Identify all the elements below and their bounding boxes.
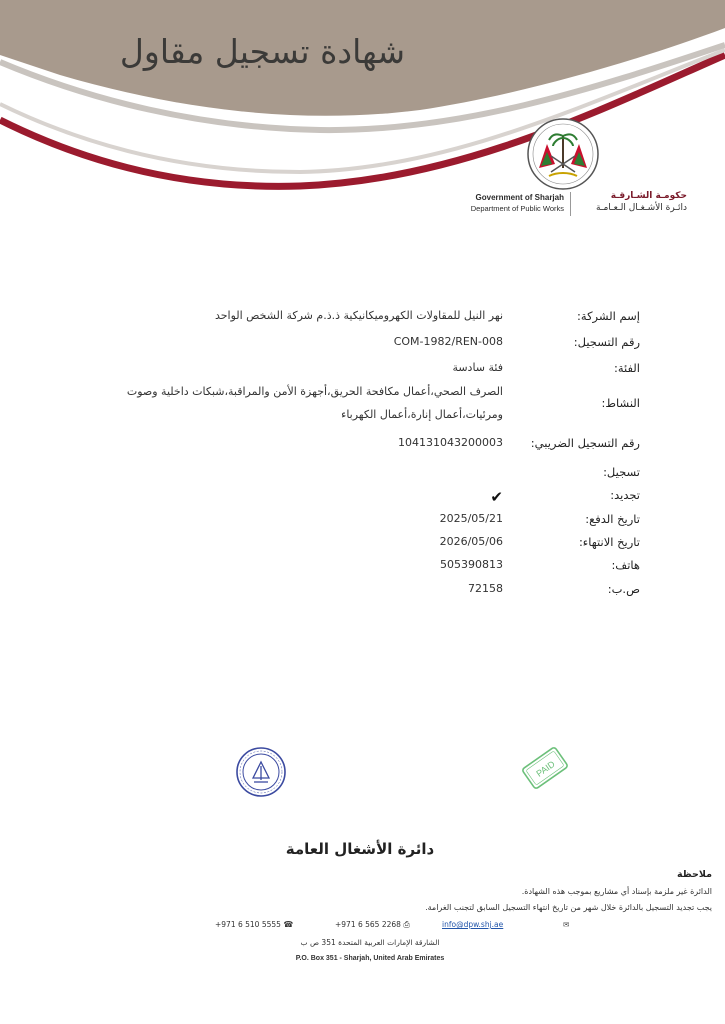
company-value: نهر النيل للمقاولات الكهروميكانيكية ذ.ذ.م شركة الشخص الواحد	[214, 309, 503, 322]
contact-phone-2	[335, 920, 413, 930]
renewal-row	[0, 488, 725, 510]
payment-date-value: 2025/05/21	[439, 512, 503, 525]
government-name-ar	[577, 190, 687, 214]
contact-phone-1	[215, 920, 293, 929]
expiry-date-value: 2026/05/06	[439, 535, 503, 548]
registration-label: تسجيل:	[603, 465, 640, 479]
email-link[interactable]: info@dpw.shj.ae	[442, 920, 504, 929]
activity-value: الصرف الصحي،أعمال مكافحة الحريق،أجهزة الأمن والمراقبة،شبكات داخلية وصوت ومرئيات،أعمال إنارة،أعمال الكهرباء	[126, 385, 503, 421]
mail-icon: ✉	[563, 920, 570, 929]
phone-2-text: +971 6 565 2268	[335, 920, 401, 929]
header-wave	[0, 0, 725, 200]
company-row	[0, 309, 725, 331]
address-ar: الشارقة الإمارات العربية المتحدة 351 ص ب	[300, 938, 440, 947]
expiry-date-row	[0, 535, 725, 557]
address-en: P.O. Box 351 - Sharjah, United Arab Emirates	[295, 955, 445, 962]
sharjah-emblem-icon	[525, 116, 601, 192]
registration-number-row	[0, 335, 725, 357]
pobox-value: 72158	[468, 582, 503, 595]
logo-divider	[570, 192, 571, 216]
department-seal-icon	[235, 746, 287, 798]
category-value: فئة سادسة	[452, 361, 503, 374]
phone-row	[0, 558, 725, 580]
paid-stamp-text: PAID	[534, 758, 557, 779]
payment-date-label: تاريخ الدفع:	[585, 512, 640, 526]
pobox-label: ص.ب:	[607, 582, 640, 596]
note-line-2: يجب تجديد التسجيل بالدائرة خلال شهر من تاريخ انتهاء التسجيل السابق لتجنب الغرامة.	[425, 903, 712, 912]
tax-registration-label: رقم التسجيل الضريبي:	[530, 436, 640, 450]
activity-label: النشاط:	[601, 396, 640, 410]
phone-label: هاتف:	[611, 558, 640, 572]
registration-number-value: COM-1982/REN-008	[393, 335, 503, 348]
registration-row	[0, 465, 725, 487]
category-label: الفئة:	[613, 361, 640, 375]
government-name-en	[442, 192, 564, 214]
phone-icon: ☎	[283, 920, 294, 929]
government-title-en: Government of Sharjah	[475, 193, 564, 202]
notes-section	[192, 866, 712, 916]
tax-registration-row	[0, 436, 725, 458]
department-name: دائرة الأشغال العامة	[285, 840, 435, 858]
phone-1-text: +971 6 510 5555	[215, 920, 281, 929]
payment-date-row	[0, 512, 725, 534]
department-title-en: Department of Public Works	[470, 204, 564, 213]
renewal-label: تجديد:	[610, 488, 640, 502]
fax-icon: ⎙	[403, 920, 410, 929]
registration-number-label: رقم التسجيل:	[573, 335, 640, 349]
notes-title: ملاحظة	[677, 869, 712, 880]
renewal-check-icon: ✔	[490, 488, 503, 506]
department-title-ar: دائـرة الأشـغـال الـعـامـة	[595, 203, 687, 213]
expiry-date-label: تاريخ الانتهاء:	[578, 535, 640, 549]
government-title-ar: حكومـة الشـارقـة	[610, 191, 687, 201]
paid-stamp	[517, 744, 573, 792]
note-line-1: الدائرة غير ملزمة بإسناد أي مشاريع بموجب هذه الشهادة.	[521, 887, 712, 896]
pobox-row	[0, 582, 725, 604]
tax-registration-value: 104131043200003	[398, 436, 503, 449]
company-label: إسم الشركة:	[577, 309, 640, 323]
contact-email	[442, 920, 503, 929]
phone-value: 505390813	[440, 558, 503, 571]
certificate-title: شهادة تسجيل مقاول	[119, 32, 405, 71]
